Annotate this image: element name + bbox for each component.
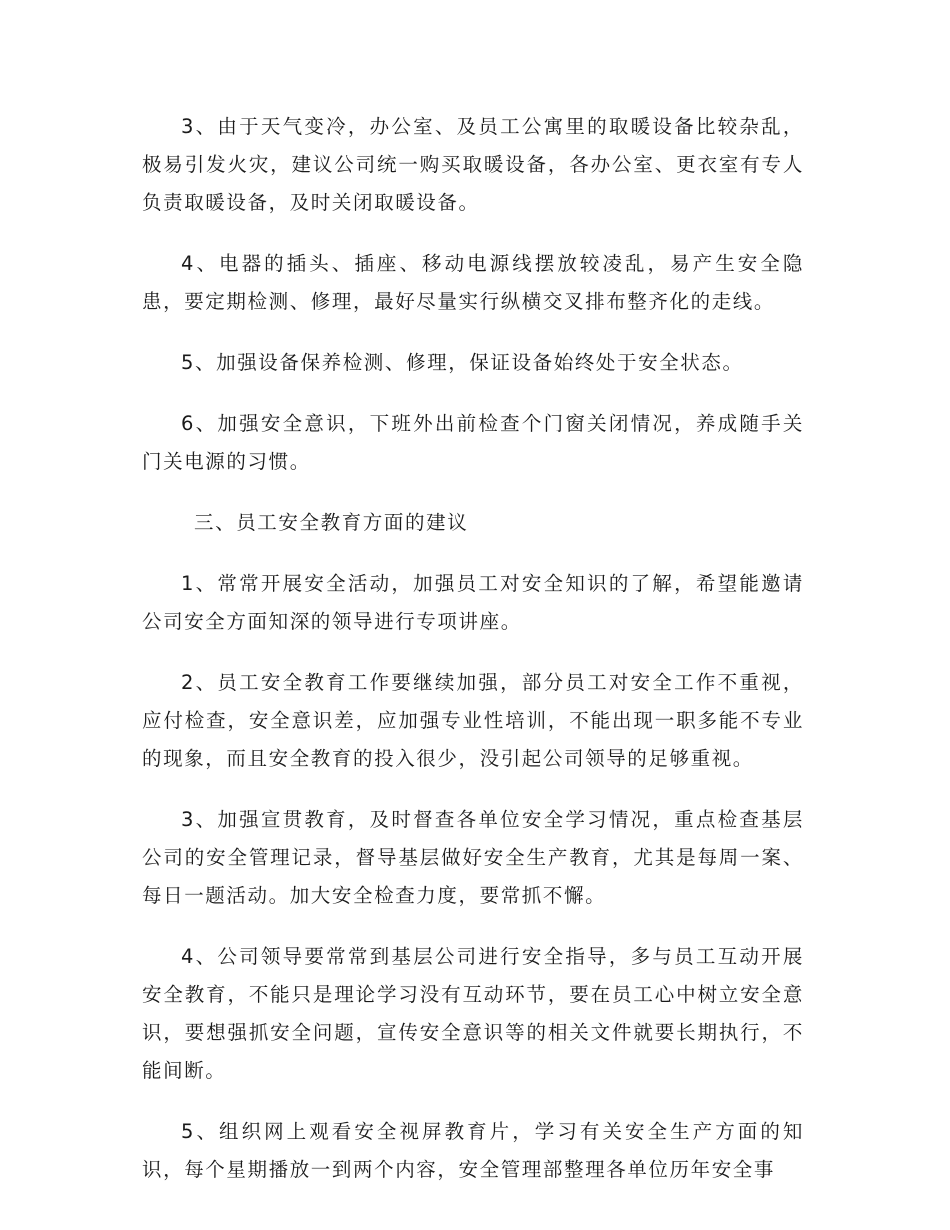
paragraph-publicity-education: 3、加强宣贯教育，及时督查各单位安全学习情况，重点检查基层公司的安全管理记录，督导基层做好安全生产教育，尤其是每周一案、每日一题活动。加大安全检查力度，要常抓不懈。 bbox=[142, 808, 804, 907]
paragraph-safety-activities: 1、常常开展安全活动，加强员工对安全知识的了解，希望能邀请公司安全方面知深的领导进行专项讲座。 bbox=[142, 572, 804, 633]
paragraph-electrical-plugs: 4、电器的插头、插座、移动电源线摆放较凌乱，易产生安全隐患，要定期检测、修理，最好尽量实行纵横交叉排布整齐化的走线。 bbox=[142, 252, 804, 313]
paragraph-heating-equipment: 3、由于天气变冷，办公室、及员工公寓里的取暖设备比较杂乱，极易引发火灾，建议公司统一购买取暖设备，各办公室、更衣室有专人负责取暖设备，及时关闭取暖设备。 bbox=[142, 115, 804, 214]
paragraph-safety-videos: 5、组织网上观看安全视屏教育片，学习有关安全生产方面的知识，每个星期播放一到两个内容，安全管理部整理各单位历年安全事 bbox=[142, 1120, 804, 1181]
paragraph-safety-awareness: 6、加强安全意识，下班外出前检查个门窗关闭情况，养成随手关门关电源的习惯。 bbox=[142, 412, 804, 473]
paragraph-staff-training: 2、员工安全教育工作要继续加强，部分员工对安全工作不重视，应付检查，安全意识差，应加强专业性培训，不能出现一职多能不专业的现象，而且安全教育的投入很少，没引起公司领导的足够重视。 bbox=[142, 671, 804, 770]
document-body bbox=[142, 108, 804, 1212]
section-heading: 三、员工安全教育方面的建议 bbox=[194, 511, 469, 534]
paragraph-leadership-guidance: 4、公司领导要常常到基层公司进行安全指导，多与员工互动开展安全教育，不能只是理论学习没有互动环节，要在员工心中树立安全意识，要想强抓安全问题，宣传安全意识等的相关文件就要长期执行，不能间断。 bbox=[142, 945, 804, 1082]
paragraph-equipment-maintenance: 5、加强设备保养检测、修理，保证设备始终处于安全状态。 bbox=[181, 351, 744, 374]
